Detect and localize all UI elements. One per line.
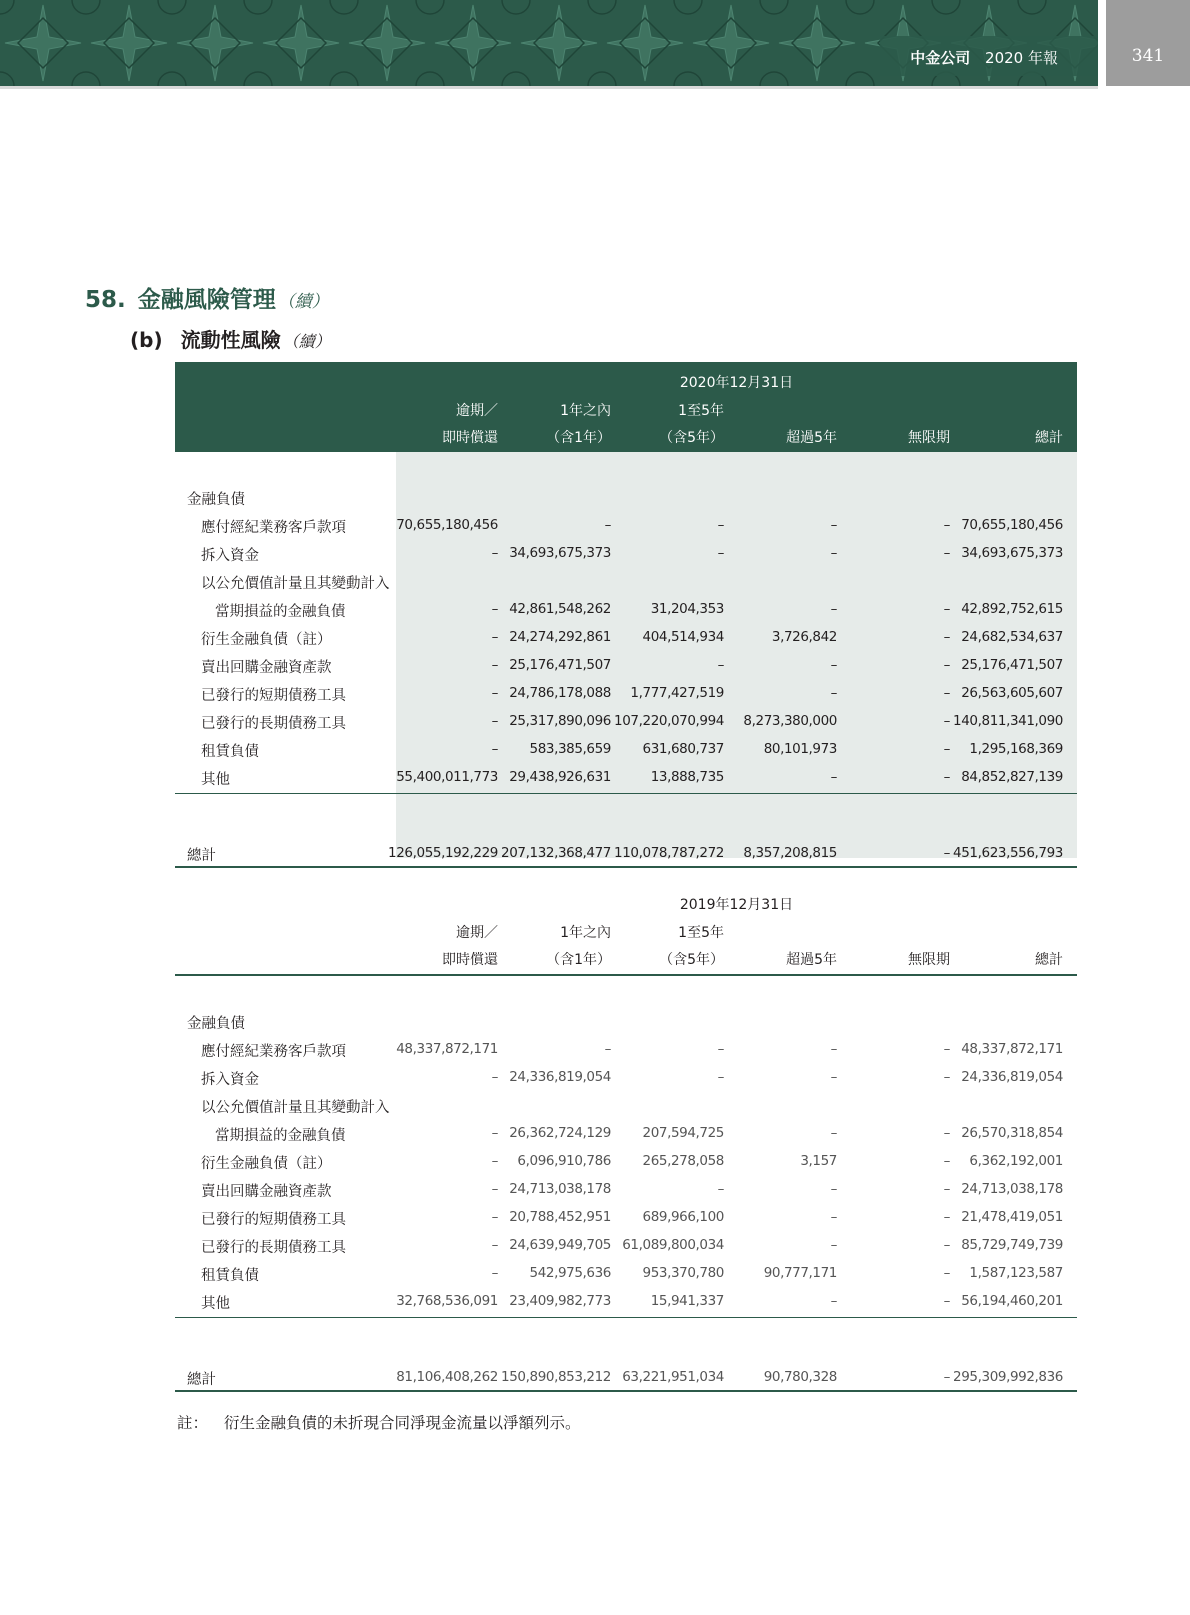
cell-value: – — [830, 685, 837, 701]
cell-value: 34,693,675,373 — [961, 545, 1063, 561]
cell-value: – — [943, 1125, 950, 1141]
total-label: 總計 — [187, 848, 216, 864]
table-row — [175, 1204, 1077, 1231]
section-number: 58. — [85, 287, 126, 313]
cell-value: – — [830, 1293, 837, 1309]
cell-value: 70,655,180,456 — [396, 517, 498, 533]
row-label: 其他 — [201, 1296, 230, 1312]
page-number: 341 — [1131, 46, 1165, 66]
row-label: 應付經紀業務客戶款項 — [201, 520, 346, 536]
row-label: 拆入資金 — [201, 1072, 259, 1088]
cell-value: 42,861,548,262 — [509, 601, 611, 617]
cell-value: – — [943, 1153, 950, 1169]
column-header-line: 1年之內 — [560, 925, 611, 941]
cell-value: – — [491, 713, 498, 729]
table-row — [175, 1036, 1077, 1063]
cell-value: – — [830, 545, 837, 561]
cell-value: – — [943, 741, 950, 757]
group-row — [175, 1008, 1077, 1035]
column-header-line: 1至5年 — [678, 403, 724, 419]
cell-value: – — [717, 1041, 724, 1057]
table-date: 2020年12月31日 — [679, 375, 794, 391]
table-row — [175, 1176, 1077, 1203]
column-header-line: 超過5年 — [786, 430, 837, 446]
cell-value: – — [830, 1041, 837, 1057]
group-label: 金融負債 — [187, 492, 245, 508]
cell-value: 90,777,171 — [763, 1265, 837, 1281]
cell-value: – — [717, 1069, 724, 1085]
total-value: 8,357,208,815 — [743, 845, 837, 861]
total-label: 總計 — [187, 1372, 216, 1388]
column-header-line: （含5年） — [659, 952, 724, 968]
footnote-text: 衍生金融負債的未折現合同淨現金流量以淨額列示。 — [224, 1414, 581, 1432]
cell-value: – — [943, 769, 950, 785]
column-header — [505, 920, 611, 974]
report-name: 2020 年報 — [985, 49, 1058, 67]
column-header-line — [957, 398, 1063, 425]
cell-value: – — [943, 1265, 950, 1281]
cell-value: 84,852,827,139 — [961, 769, 1063, 785]
cell-value: – — [491, 1265, 498, 1281]
table-row — [175, 1232, 1077, 1259]
cell-value: – — [943, 1041, 950, 1057]
column-header-line: 逾期／ — [456, 925, 498, 941]
column-header-line — [844, 398, 950, 425]
cell-value: 207,594,725 — [642, 1125, 724, 1141]
cell-value: – — [830, 517, 837, 533]
cell-value: 23,409,982,773 — [509, 1293, 611, 1309]
column-header — [505, 398, 611, 452]
column-header-line: 總計 — [1035, 952, 1063, 968]
table-header — [175, 884, 1077, 976]
liquidity-table-2020 — [175, 362, 1077, 864]
row-label: 已發行的長期債務工具 — [201, 1240, 346, 1256]
cell-value: – — [830, 1125, 837, 1141]
table-row — [175, 1148, 1077, 1175]
cell-value: 48,337,872,171 — [396, 1041, 498, 1057]
table-header — [175, 362, 1077, 452]
total-row — [175, 840, 1077, 867]
cell-value: 8,273,380,000 — [743, 713, 837, 729]
cell-value: 13,888,735 — [650, 769, 724, 785]
section-title — [85, 281, 329, 314]
cell-value: 26,362,724,129 — [509, 1125, 611, 1141]
column-header-line: 逾期／ — [456, 403, 498, 419]
cell-value: 1,295,168,369 — [969, 741, 1063, 757]
cell-value: 25,317,890,096 — [509, 713, 611, 729]
cell-value: 3,157 — [800, 1153, 837, 1169]
cell-value: – — [491, 629, 498, 645]
cell-value: 404,514,934 — [642, 629, 724, 645]
cell-value: 70,655,180,456 — [961, 517, 1063, 533]
column-header — [618, 920, 724, 974]
row-label: 當期損益的金融負債 — [215, 1128, 346, 1144]
table-row — [175, 1064, 1077, 1091]
column-header-line — [731, 398, 837, 425]
subsection-label: (b) — [130, 328, 163, 352]
column-header-line: （含1年） — [546, 952, 611, 968]
cell-value: – — [943, 1181, 950, 1197]
column-header — [957, 920, 1063, 974]
cell-value: – — [830, 1181, 837, 1197]
cell-value: – — [830, 1069, 837, 1085]
cell-value: 56,194,460,201 — [961, 1293, 1063, 1309]
cell-value: – — [830, 1209, 837, 1225]
total-value: 63,221,951,034 — [622, 1369, 724, 1385]
cell-value: – — [491, 657, 498, 673]
cell-value: 24,274,292,861 — [509, 629, 611, 645]
cell-value: 21,478,419,051 — [961, 1209, 1063, 1225]
row-label: 應付經紀業務客戶款項 — [201, 1044, 346, 1060]
column-header — [618, 398, 724, 452]
cell-value: 61,089,800,034 — [622, 1237, 724, 1253]
total-row — [175, 1364, 1077, 1391]
cell-value: – — [491, 741, 498, 757]
row-label: 賣出回購金融資產款 — [201, 1184, 332, 1200]
row-label: 已發行的短期債務工具 — [201, 688, 346, 704]
cell-value: – — [717, 657, 724, 673]
column-header — [731, 398, 837, 452]
cell-value: – — [943, 685, 950, 701]
cell-value: 25,176,471,507 — [509, 657, 611, 673]
cell-value: – — [943, 1293, 950, 1309]
cell-value: – — [491, 601, 498, 617]
page-number-box — [1106, 0, 1190, 86]
cell-value: – — [491, 1237, 498, 1253]
total-value: 207,132,368,477 — [501, 845, 611, 861]
cell-value: 42,892,752,615 — [961, 601, 1063, 617]
table-row — [175, 1120, 1077, 1147]
table-row — [175, 624, 1077, 651]
footnote — [177, 1411, 581, 1433]
running-header — [910, 47, 1058, 68]
cell-value: 29,438,926,631 — [509, 769, 611, 785]
row-label: 衍生金融負債（註） — [201, 632, 332, 648]
section-heading: 金融風險管理 — [137, 287, 276, 313]
cell-value: 1,587,123,587 — [969, 1265, 1063, 1281]
cell-value: – — [943, 657, 950, 673]
row-label: 租賃負債 — [201, 744, 259, 760]
cell-value: – — [717, 517, 724, 533]
cell-value: 34,693,675,373 — [509, 545, 611, 561]
row-label: 其他 — [201, 772, 230, 788]
table-body — [175, 976, 1077, 1388]
cell-value: 24,713,038,178 — [509, 1181, 611, 1197]
cell-value: 1,777,427,519 — [630, 685, 724, 701]
liquidity-table-2019 — [175, 884, 1077, 1388]
cell-value: – — [943, 517, 950, 533]
cell-value: – — [830, 657, 837, 673]
column-header-line: 無限期 — [908, 430, 950, 446]
cell-value: 631,680,737 — [642, 741, 724, 757]
cell-value: 953,370,780 — [642, 1265, 724, 1281]
cell-value: – — [943, 1237, 950, 1253]
table-row — [175, 1092, 1077, 1119]
cell-value: 3,726,842 — [771, 629, 837, 645]
company-name: 中金公司 — [910, 49, 971, 67]
table-row — [175, 764, 1077, 791]
subtotal-rule — [175, 1317, 1077, 1318]
table-row — [175, 1260, 1077, 1287]
group-label: 金融負債 — [187, 1016, 245, 1032]
section-continued: （續） — [277, 292, 329, 312]
total-value: 451,623,556,793 — [953, 845, 1063, 861]
cell-value: 24,336,819,054 — [961, 1069, 1063, 1085]
cell-value: 15,941,337 — [650, 1293, 724, 1309]
cell-value: – — [604, 1041, 611, 1057]
cell-value: 25,176,471,507 — [961, 657, 1063, 673]
cell-value: 55,400,011,773 — [396, 769, 498, 785]
cell-value: – — [943, 545, 950, 561]
table-bottom-rule — [175, 866, 1077, 868]
column-header — [844, 398, 950, 452]
table-row — [175, 652, 1077, 679]
cell-value: 26,563,605,607 — [961, 685, 1063, 701]
cell-value: – — [943, 1069, 950, 1085]
column-header-line: 1年之內 — [560, 403, 611, 419]
cell-value: – — [943, 713, 950, 729]
cell-value: – — [491, 685, 498, 701]
column-header — [392, 398, 498, 452]
cell-value: – — [491, 1181, 498, 1197]
table-date: 2019年12月31日 — [679, 897, 794, 913]
cell-value: 31,204,353 — [650, 601, 724, 617]
cell-value: 85,729,749,739 — [961, 1237, 1063, 1253]
cell-value: 24,786,178,088 — [509, 685, 611, 701]
cell-value: – — [491, 1125, 498, 1141]
row-label: 賣出回購金融資產款 — [201, 660, 332, 676]
subsection-continued: （續） — [282, 332, 331, 351]
row-label: 當期損益的金融負債 — [215, 604, 346, 620]
total-value: – — [943, 845, 950, 861]
row-label: 以公允價值計量且其變動計入 — [201, 1100, 390, 1116]
column-header-line: 即時償還 — [442, 430, 498, 446]
cell-value: – — [830, 1237, 837, 1253]
column-header-line — [957, 920, 1063, 947]
table-row — [175, 540, 1077, 567]
cell-value: – — [943, 1209, 950, 1225]
column-header-line: （含5年） — [659, 430, 724, 446]
cell-value: 24,682,534,637 — [961, 629, 1063, 645]
cell-value: 6,362,192,001 — [969, 1153, 1063, 1169]
row-label: 衍生金融負債（註） — [201, 1156, 332, 1172]
total-value: – — [943, 1369, 950, 1385]
cell-value: 689,966,100 — [642, 1209, 724, 1225]
cell-value: – — [604, 517, 611, 533]
table-row — [175, 596, 1077, 623]
cell-value: 80,101,973 — [763, 741, 837, 757]
cell-value: – — [830, 601, 837, 617]
table-body — [175, 452, 1077, 864]
total-value: 126,055,192,229 — [388, 845, 498, 861]
cell-value: 24,639,949,705 — [509, 1237, 611, 1253]
row-label: 租賃負債 — [201, 1268, 259, 1284]
column-header — [844, 920, 950, 974]
column-header-line: 無限期 — [908, 952, 950, 968]
cell-value: 48,337,872,171 — [961, 1041, 1063, 1057]
total-value: 110,078,787,272 — [614, 845, 724, 861]
table-bottom-rule — [175, 1390, 1077, 1392]
row-label: 已發行的短期債務工具 — [201, 1212, 346, 1228]
cell-value: – — [491, 1209, 498, 1225]
total-value: 90,780,328 — [763, 1369, 837, 1385]
cell-value: – — [491, 545, 498, 561]
header-banner — [0, 0, 1098, 86]
cell-value: – — [717, 1181, 724, 1197]
cell-value: 583,385,659 — [529, 741, 611, 757]
row-label: 拆入資金 — [201, 548, 259, 564]
column-header-line: （含1年） — [546, 430, 611, 446]
cell-value: – — [943, 629, 950, 645]
cell-value: 24,336,819,054 — [509, 1069, 611, 1085]
row-label: 以公允價值計量且其變動計入 — [201, 576, 390, 592]
table-row — [175, 1288, 1077, 1315]
subsection-heading: 流動性風險 — [180, 328, 281, 352]
total-value: 81,106,408,262 — [396, 1369, 498, 1385]
cell-value: 32,768,536,091 — [396, 1293, 498, 1309]
cell-value: 542,975,636 — [529, 1265, 611, 1281]
table-row — [175, 680, 1077, 707]
table-row — [175, 568, 1077, 595]
footnote-tag: 註： — [177, 1414, 209, 1432]
column-header-line: 超過5年 — [786, 952, 837, 968]
column-header-line: 即時償還 — [442, 952, 498, 968]
column-header — [392, 920, 498, 974]
subtotal-rule — [175, 793, 1077, 794]
column-header-line — [844, 920, 950, 947]
table-row — [175, 512, 1077, 539]
column-header-line: 1至5年 — [678, 925, 724, 941]
cell-value: 265,278,058 — [642, 1153, 724, 1169]
row-label: 已發行的長期債務工具 — [201, 716, 346, 732]
cell-value: – — [491, 1153, 498, 1169]
group-row — [175, 484, 1077, 511]
banner-divider — [0, 86, 1098, 89]
total-value: 295,309,992,836 — [953, 1369, 1063, 1385]
cell-value: 6,096,910,786 — [517, 1153, 611, 1169]
column-header — [731, 920, 837, 974]
cell-value: 26,570,318,854 — [961, 1125, 1063, 1141]
cell-value: 107,220,070,994 — [614, 713, 724, 729]
column-header-line: 總計 — [1035, 430, 1063, 446]
column-header — [957, 398, 1063, 452]
cell-value: 20,788,452,951 — [509, 1209, 611, 1225]
table-row — [175, 736, 1077, 763]
column-header-line — [731, 920, 837, 947]
total-value: 150,890,853,212 — [501, 1369, 611, 1385]
cell-value: – — [830, 769, 837, 785]
cell-value: 24,713,038,178 — [961, 1181, 1063, 1197]
cell-value: 140,811,341,090 — [953, 713, 1063, 729]
subsection-title — [130, 324, 331, 353]
cell-value: – — [717, 545, 724, 561]
table-row — [175, 708, 1077, 735]
decorative-pattern — [0, 0, 1098, 86]
cell-value: – — [943, 601, 950, 617]
cell-value: – — [491, 1069, 498, 1085]
